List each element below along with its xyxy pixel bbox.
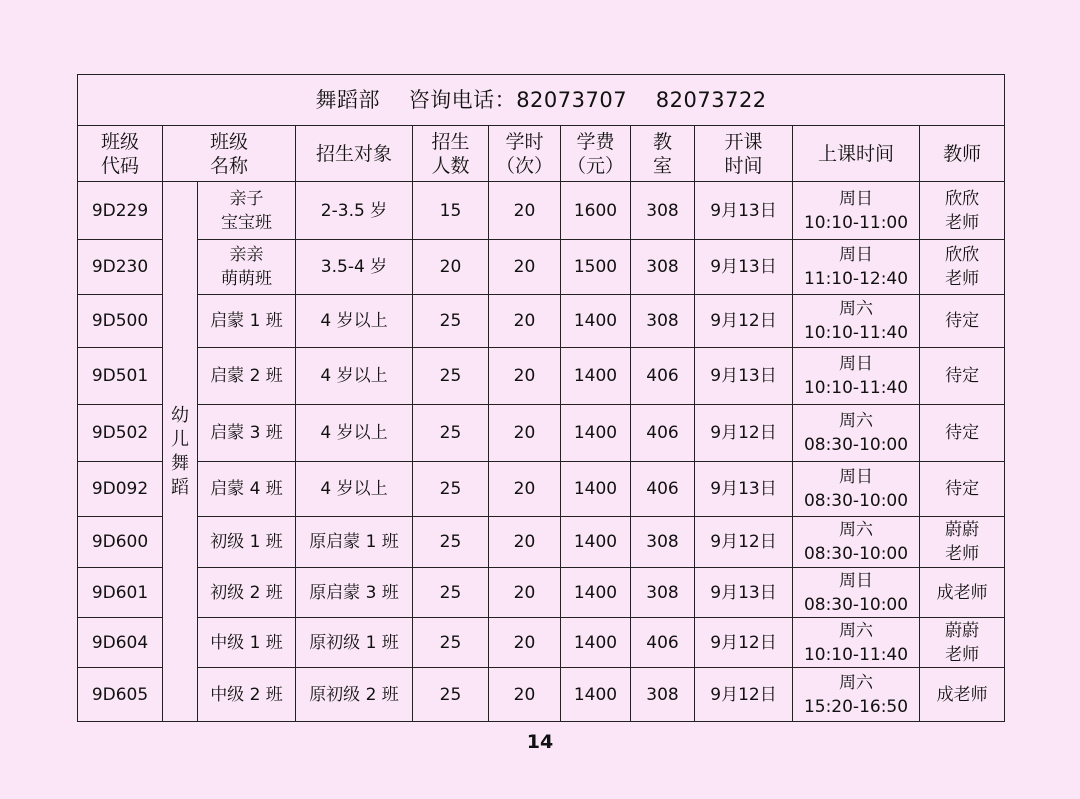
row-fee: 1400 [561, 348, 631, 405]
col-header-code: 班级 代码 [78, 126, 163, 182]
row-code: 9D500 [78, 295, 163, 348]
row-enroll-count: 25 [413, 618, 489, 668]
row-target: 4 岁以上 [296, 348, 413, 405]
row-hours: 20 [489, 348, 561, 405]
row-target: 原初级 1 班 [296, 618, 413, 668]
row-class-time: 周六 08:30-10:00 [793, 405, 920, 462]
row-hours: 20 [489, 668, 561, 722]
row-code: 9D501 [78, 348, 163, 405]
row-target: 2-3.5 岁 [296, 182, 413, 240]
row-class-name: 中级 1 班 [198, 618, 296, 668]
col-header-hours: 学时 （次） [489, 126, 561, 182]
table-row [78, 182, 1005, 240]
row-target: 3.5-4 岁 [296, 240, 413, 295]
row-code: 9D605 [78, 668, 163, 722]
row-code: 9D604 [78, 618, 163, 668]
row-code: 9D229 [78, 182, 163, 240]
category-char: 舞 [171, 452, 189, 474]
row-target: 4 岁以上 [296, 462, 413, 517]
row-code: 9D230 [78, 240, 163, 295]
category-cell [163, 182, 198, 722]
row-enroll-count: 25 [413, 295, 489, 348]
table-row [78, 618, 1005, 668]
row-room: 308 [631, 240, 695, 295]
header-row [78, 126, 1005, 182]
row-class-name: 初级 2 班 [198, 568, 296, 618]
category-char: 蹈 [171, 476, 189, 498]
row-room: 308 [631, 182, 695, 240]
row-target: 4 岁以上 [296, 295, 413, 348]
row-fee: 1400 [561, 668, 631, 722]
row-teacher: 欣欣 老师 [920, 182, 1005, 240]
row-start-date: 9月13日 [695, 568, 793, 618]
table-row [78, 568, 1005, 618]
row-teacher: 待定 [920, 405, 1005, 462]
row-hours: 20 [489, 618, 561, 668]
row-fee: 1400 [561, 462, 631, 517]
row-start-date: 9月13日 [695, 462, 793, 517]
col-header-time: 上课时间 [793, 126, 920, 182]
category-char: 儿 [171, 428, 189, 450]
row-target: 原启蒙 1 班 [296, 517, 413, 568]
row-target: 4 岁以上 [296, 405, 413, 462]
row-start-date: 9月12日 [695, 668, 793, 722]
table-title [78, 75, 1005, 126]
col-header-room: 教 室 [631, 126, 695, 182]
row-class-name: 启蒙 3 班 [198, 405, 296, 462]
row-class-name: 启蒙 2 班 [198, 348, 296, 405]
row-fee: 1400 [561, 568, 631, 618]
row-teacher: 蔚蔚 老师 [920, 618, 1005, 668]
row-class-time: 周日 10:10-11:00 [793, 182, 920, 240]
row-room: 406 [631, 405, 695, 462]
row-hours: 20 [489, 462, 561, 517]
row-hours: 20 [489, 182, 561, 240]
row-class-name: 初级 1 班 [198, 517, 296, 568]
row-code: 9D600 [78, 517, 163, 568]
table-body [78, 182, 1005, 722]
row-class-time: 周六 08:30-10:00 [793, 517, 920, 568]
row-fee: 1400 [561, 295, 631, 348]
row-room: 406 [631, 348, 695, 405]
table-row [78, 517, 1005, 568]
table-row [78, 240, 1005, 295]
row-hours: 20 [489, 405, 561, 462]
row-class-time: 周日 11:10-12:40 [793, 240, 920, 295]
row-start-date: 9月13日 [695, 240, 793, 295]
row-enroll-count: 25 [413, 568, 489, 618]
row-hours: 20 [489, 295, 561, 348]
row-room: 308 [631, 295, 695, 348]
row-enroll-count: 20 [413, 240, 489, 295]
row-class-name: 启蒙 4 班 [198, 462, 296, 517]
row-room: 308 [631, 517, 695, 568]
row-fee: 1400 [561, 405, 631, 462]
row-enroll-count: 25 [413, 668, 489, 722]
table-row [78, 348, 1005, 405]
row-teacher: 待定 [920, 295, 1005, 348]
row-class-time: 周六 10:10-11:40 [793, 295, 920, 348]
row-teacher: 蔚蔚 老师 [920, 517, 1005, 568]
title-row [78, 75, 1005, 126]
page-number: 14 [526, 731, 554, 753]
row-class-name: 亲亲 萌萌班 [198, 240, 296, 295]
row-start-date: 9月12日 [695, 618, 793, 668]
row-enroll-count: 25 [413, 462, 489, 517]
schedule-table [77, 74, 1005, 722]
table-row [78, 405, 1005, 462]
row-class-name: 亲子 宝宝班 [198, 182, 296, 240]
row-code: 9D502 [78, 405, 163, 462]
row-target: 原初级 2 班 [296, 668, 413, 722]
row-fee: 1600 [561, 182, 631, 240]
row-start-date: 9月12日 [695, 517, 793, 568]
row-teacher: 待定 [920, 348, 1005, 405]
col-header-count: 招生 人数 [413, 126, 489, 182]
table-row [78, 295, 1005, 348]
col-header-fee: 学费 （元） [561, 126, 631, 182]
row-class-name: 中级 2 班 [198, 668, 296, 722]
col-header-teacher: 教师 [920, 126, 1005, 182]
row-room: 406 [631, 618, 695, 668]
phone-number-1: 82073707 [516, 88, 628, 112]
row-teacher: 欣欣 老师 [920, 240, 1005, 295]
phone-number-2: 82073722 [655, 88, 767, 112]
row-fee: 1500 [561, 240, 631, 295]
row-class-time: 周日 08:30-10:00 [793, 568, 920, 618]
row-hours: 20 [489, 517, 561, 568]
row-code: 9D092 [78, 462, 163, 517]
row-start-date: 9月13日 [695, 348, 793, 405]
row-fee: 1400 [561, 517, 631, 568]
row-class-time: 周日 10:10-11:40 [793, 348, 920, 405]
row-target: 原启蒙 3 班 [296, 568, 413, 618]
row-start-date: 9月12日 [695, 405, 793, 462]
row-enroll-count: 25 [413, 348, 489, 405]
row-enroll-count: 25 [413, 517, 489, 568]
row-enroll-count: 15 [413, 182, 489, 240]
table-row [78, 668, 1005, 722]
row-room: 406 [631, 462, 695, 517]
row-teacher: 待定 [920, 462, 1005, 517]
row-class-time: 周日 08:30-10:00 [793, 462, 920, 517]
row-room: 308 [631, 568, 695, 618]
row-class-time: 周六 10:10-11:40 [793, 618, 920, 668]
department-name: 舞蹈部 [315, 88, 380, 112]
row-fee: 1400 [561, 618, 631, 668]
row-hours: 20 [489, 568, 561, 618]
table-row [78, 462, 1005, 517]
col-header-name: 班级 名称 [163, 126, 296, 182]
row-class-time: 周六 15:20-16:50 [793, 668, 920, 722]
row-start-date: 9月12日 [695, 295, 793, 348]
row-enroll-count: 25 [413, 405, 489, 462]
row-start-date: 9月13日 [695, 182, 793, 240]
row-teacher: 成老师 [920, 568, 1005, 618]
col-header-target: 招生对象 [296, 126, 413, 182]
row-room: 308 [631, 668, 695, 722]
row-code: 9D601 [78, 568, 163, 618]
row-class-name: 启蒙 1 班 [198, 295, 296, 348]
row-hours: 20 [489, 240, 561, 295]
col-header-start: 开课 时间 [695, 126, 793, 182]
row-teacher: 成老师 [920, 668, 1005, 722]
phone-label: 咨询电话： [408, 88, 517, 112]
category-char: 幼 [171, 404, 189, 426]
